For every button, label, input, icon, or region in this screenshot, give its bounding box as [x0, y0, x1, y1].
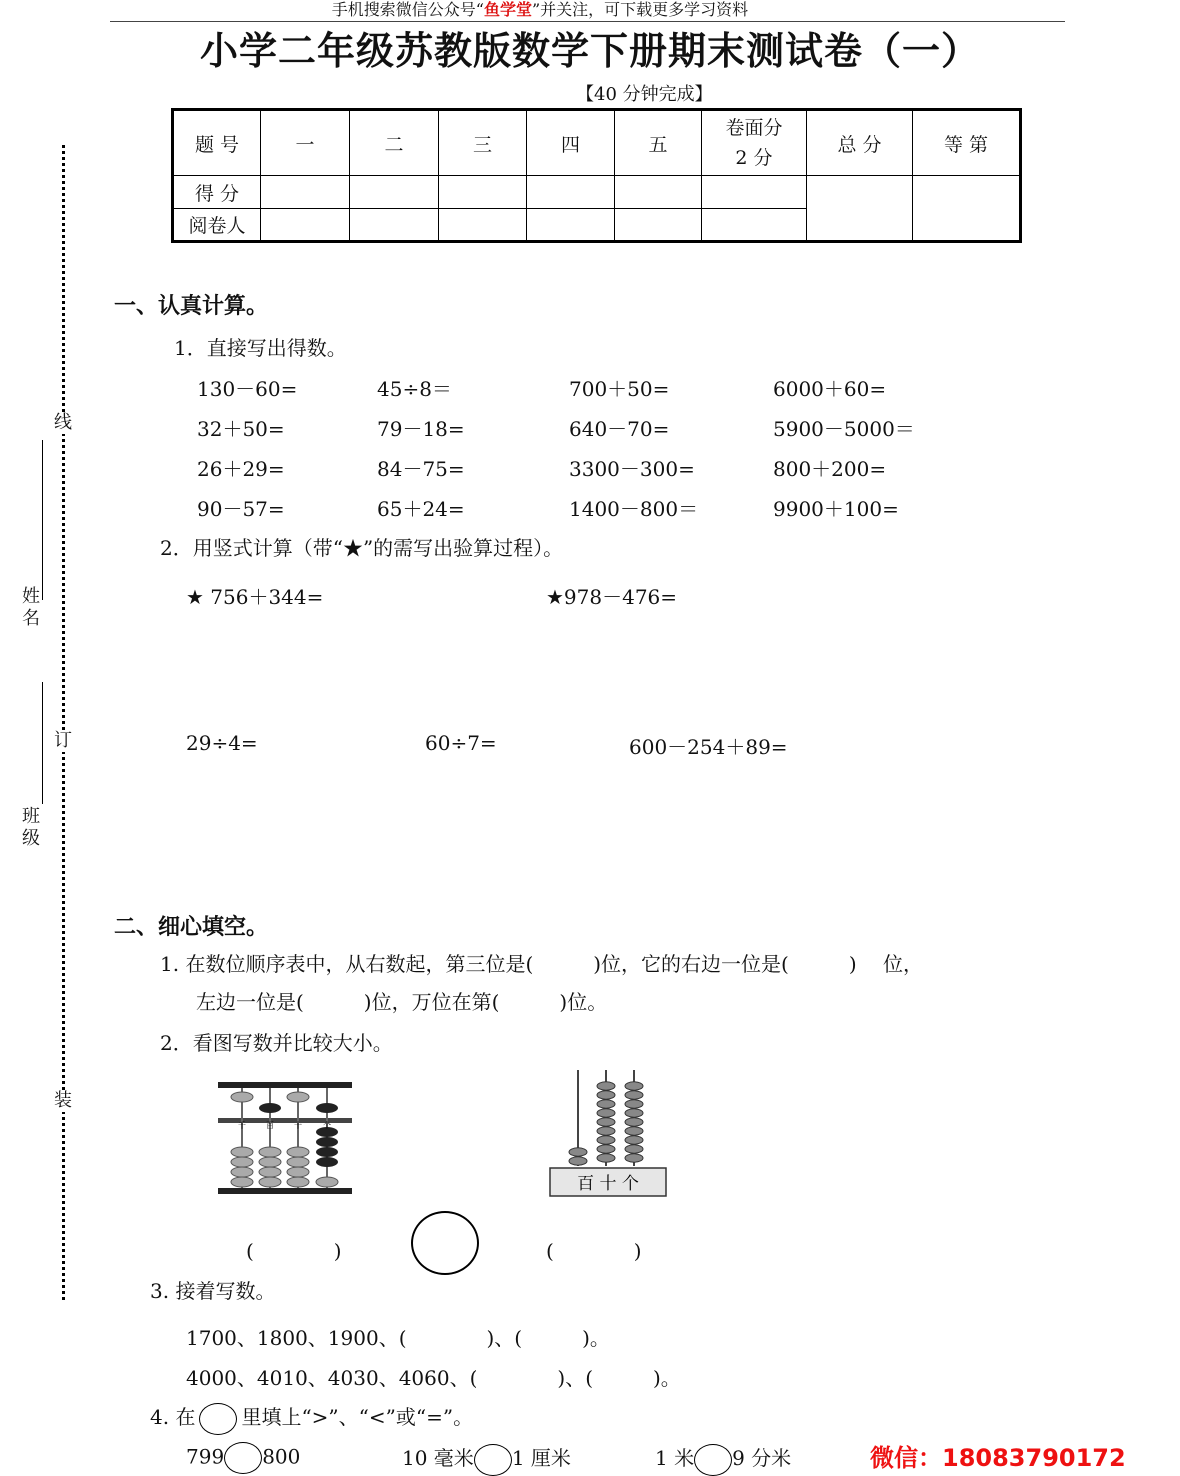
header-note-brand: 鱼学堂	[483, 0, 532, 19]
header-cell-5: 五	[615, 110, 702, 176]
section2-q3-line2: 4000、4010、4030、4060、( )、( )。	[186, 1366, 681, 1390]
binding-dotted-line	[62, 145, 65, 1300]
page-subtitle: 【40 分钟完成】	[576, 84, 713, 105]
section2-q1-line1: 1. 在数位顺序表中，从右数起，第三位是( )位，它的右边一位是( ) 位，	[160, 952, 924, 976]
header-cell-1: 一	[261, 110, 350, 176]
vertical-calc-star-2: ★978－476=	[546, 585, 678, 609]
calc-item: 6000＋60=	[773, 377, 887, 401]
vertical-calc-div-1: 29÷4=	[186, 731, 258, 755]
calc-item: 3300－300=	[569, 457, 695, 481]
score-cell[interactable]	[615, 176, 702, 209]
grader-cell[interactable]	[615, 209, 702, 242]
section1-q2-title: 2．用竖式计算（带“★”的需写出验算过程）。	[160, 536, 564, 560]
section2-q3-title: 3. 接着写数。	[150, 1279, 276, 1303]
q4-text-pre: 4. 在	[150, 1405, 196, 1429]
score-cell[interactable]	[702, 176, 807, 209]
calc-item: 130－60=	[197, 377, 298, 401]
compare1-left: 799	[186, 1444, 225, 1469]
calc-item: 45÷8＝	[377, 377, 452, 401]
header-divider	[110, 21, 1065, 22]
section1-title: 一、认真计算。	[114, 293, 269, 319]
vertical-calc-mixed: 600－254＋89=	[629, 735, 788, 759]
abacus1-label-tens: 十	[294, 1121, 302, 1130]
compare3-right: 9 分米	[732, 1446, 792, 1470]
section1-q1-title: 1．直接写出得数。	[174, 336, 347, 360]
section2-q2-title: 2．看图写数并比较大小。	[160, 1031, 393, 1055]
abacus-figure-2	[546, 1068, 672, 1200]
name-underline	[42, 440, 43, 600]
compare1-right: 800	[262, 1444, 301, 1469]
calc-item: 700＋50=	[569, 377, 670, 401]
abacus1-answer-blank[interactable]: ( )	[246, 1239, 342, 1263]
compare-item-3	[655, 1442, 791, 1476]
header-cell-3: 三	[439, 110, 527, 176]
calc-item: 26＋29=	[197, 457, 285, 481]
header-cell-total: 总 分	[807, 110, 913, 176]
header-cell-neatness	[702, 110, 807, 176]
abacus1-label-hundreds: 百	[266, 1121, 274, 1130]
page-title: 小学二年级苏教版数学下册期末测试卷（一）	[199, 28, 980, 73]
total-cell[interactable]	[807, 176, 913, 242]
margin-label-class: 班级	[22, 806, 40, 849]
header-cell-4: 四	[527, 110, 615, 176]
score-table	[171, 108, 1022, 243]
abacus-figure-1	[216, 1080, 356, 1198]
watermark-text: 微信：18083790172	[870, 1444, 1126, 1472]
grader-cell[interactable]	[439, 209, 527, 242]
score-cell[interactable]	[527, 176, 615, 209]
grader-cell[interactable]	[350, 209, 439, 242]
calc-item: 90－57=	[197, 497, 285, 521]
q4-example-circle	[199, 1403, 237, 1435]
grader-cell[interactable]	[261, 209, 350, 242]
score-cell[interactable]	[261, 176, 350, 209]
abacus2-answer-blank[interactable]: ( )	[546, 1239, 642, 1263]
compare2-circle[interactable]	[474, 1444, 512, 1476]
header-note-pre: 手机搜索微信公众号“	[331, 0, 484, 19]
margin-label-ding: 订	[54, 730, 72, 751]
compare2-left: 10 毫米	[402, 1446, 474, 1470]
grader-row-label: 阅卷人	[173, 209, 261, 242]
calc-item: 79－18=	[377, 417, 465, 441]
calc-item: 640－70=	[569, 417, 670, 441]
abacus1-label-ones: 个	[323, 1121, 331, 1130]
q4-text-post: 里填上“>”、“<”或“=”。	[241, 1405, 474, 1429]
compare-circle[interactable]	[411, 1211, 479, 1275]
abacus1-label-thousands: 千	[238, 1121, 246, 1130]
compare3-left: 1 米	[655, 1446, 695, 1470]
calc-item: 1400－800＝	[569, 497, 699, 521]
section2-q4-title	[150, 1401, 473, 1435]
header-cell-grade: 等 第	[913, 110, 1021, 176]
compare3-circle[interactable]	[694, 1444, 732, 1476]
score-cell[interactable]	[439, 176, 527, 209]
section2-title: 二、细心填空。	[114, 914, 269, 940]
score-cell[interactable]	[350, 176, 439, 209]
calc-item: 65＋24=	[377, 497, 465, 521]
vertical-calc-star-1: ★ 756＋344=	[186, 585, 324, 609]
calc-item: 5900－5000＝	[773, 417, 915, 441]
margin-label-name: 姓名	[22, 586, 40, 629]
grader-cell[interactable]	[702, 209, 807, 242]
header-cell-label: 题 号	[173, 110, 261, 176]
header-note-post: ”并关注，可下载更多学习资料	[532, 0, 749, 19]
header-cell-2: 二	[350, 110, 439, 176]
neatness-points: 2 分	[735, 147, 773, 169]
margin-label-zhuang: 装	[54, 1090, 72, 1111]
score-row-label: 得 分	[173, 176, 261, 209]
calc-item: 800＋200=	[773, 457, 887, 481]
calc-item: 32＋50=	[197, 417, 285, 441]
section2-q1-line2: 左边一位是( )位，万位在第( )位。	[196, 990, 608, 1014]
calc-item: 84－75=	[377, 457, 465, 481]
class-underline	[42, 682, 43, 804]
compare-item-2	[402, 1442, 571, 1476]
calc-item: 9900＋100=	[773, 497, 899, 521]
compare1-circle[interactable]	[224, 1442, 262, 1474]
section2-q3-line1: 1700、1800、1900、( )、( )。	[186, 1326, 610, 1350]
neatness-label: 卷面分	[725, 117, 783, 139]
vertical-calc-div-2: 60÷7=	[425, 731, 497, 755]
compare-item-1	[186, 1442, 300, 1474]
compare2-right: 1 厘米	[511, 1446, 571, 1470]
abacus2-place-labels: 百 十 个	[577, 1174, 639, 1194]
grader-cell[interactable]	[527, 209, 615, 242]
header-note	[0, 0, 1080, 20]
margin-label-xian: 线	[54, 412, 72, 433]
grade-cell[interactable]	[913, 176, 1021, 242]
